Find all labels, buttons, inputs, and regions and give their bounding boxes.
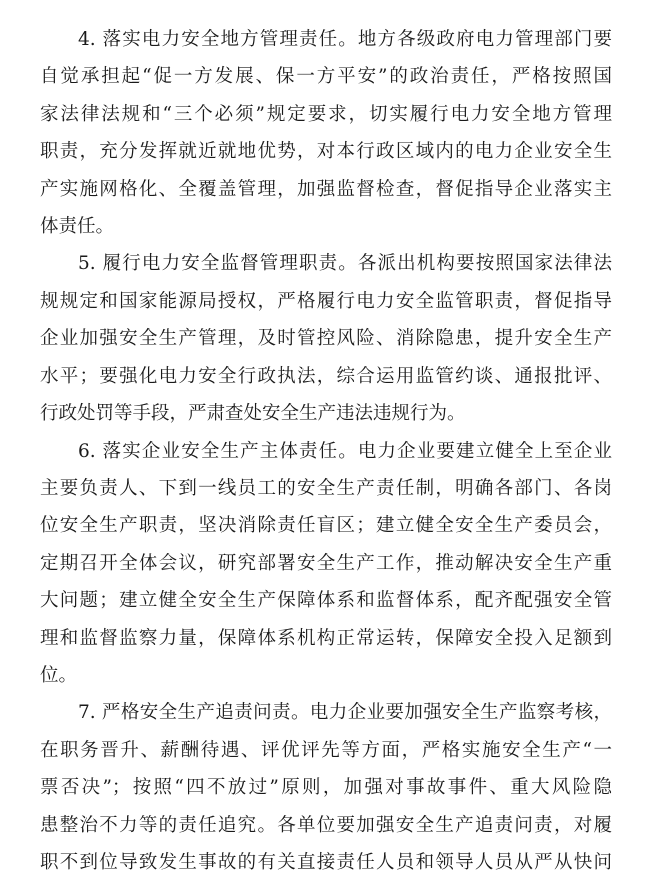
paragraph-line: 大问题；建立健全安全生产保障体系和监督体系，配齐配强安全管 [40,590,612,611]
paragraph-line: 体责任。 [40,216,115,237]
paragraph-line: 5. 履行电力安全监督管理职责。各派出机构要按照国家法律法 [78,253,612,274]
paragraph-line: 主要负责人、下到一线员工的安全生产责任制，明确各部门、各岗 [40,478,612,499]
paragraph-line: 水平；要强化电力安全行政执法，综合运用监管约谈、通报批评、 [40,366,612,387]
paragraph-line: 患整治不力等的责任追究。各单位要加强安全生产追责问责，对履 [40,815,612,836]
paragraph-line: 位安全生产职责，坚决消除责任盲区；建立健全安全生产委员会， [40,515,612,536]
paragraph-line: 家法律法规和“三个必须”规定要求，切实履行电力安全地方管理 [40,104,612,125]
paragraph-line: 职不到位导致发生事故的有关直接责任人员和领导人员从严从快问 [40,852,612,873]
paragraph-line: 企业加强安全生产管理，及时管控风险、消除隐患，提升安全生产 [40,328,612,349]
paragraph-line: 自觉承担起“促一方发展、保一方平安”的政治责任，严格按照国 [40,66,612,87]
paragraph-line: 位。 [40,665,78,686]
paragraph-line: 职责，充分发挥就近就地优势，对本行政区域内的电力企业安全生 [40,141,612,162]
paragraph-line: 6. 落实企业安全生产主体责任。电力企业要建立健全上至企业 [78,441,612,462]
paragraph-line: 产实施网格化、全覆盖管理，加强监督检查，督促指导企业落实主 [40,179,612,200]
paragraph-line: 4. 落实电力安全地方管理责任。地方各级政府电力管理部门要 [78,29,612,50]
paragraph-line: 票否决”；按照“四不放过”原则，加强对事故事件、重大风险隐 [40,777,612,798]
paragraph-line: 规规定和国家能源局授权，严格履行电力安全监管职责，督促指导 [40,291,612,312]
paragraph-line: 行政处罚等手段，严肃查处安全生产违法违规行为。 [40,403,466,424]
paragraph-line: 理和监督监察力量，保障体系机构正常运转，保障安全投入足额到 [40,628,612,649]
paragraph-line: 在职务晋升、薪酬待遇、评优评先等方面，严格实施安全生产“一 [40,740,612,761]
paragraph-line: 7. 严格安全生产追责问责。电力企业要加强安全生产监察考核， [78,702,612,723]
paragraph-line: 定期召开全体会议，研究部署安全生产工作，推动解决安全生产重 [40,553,612,574]
